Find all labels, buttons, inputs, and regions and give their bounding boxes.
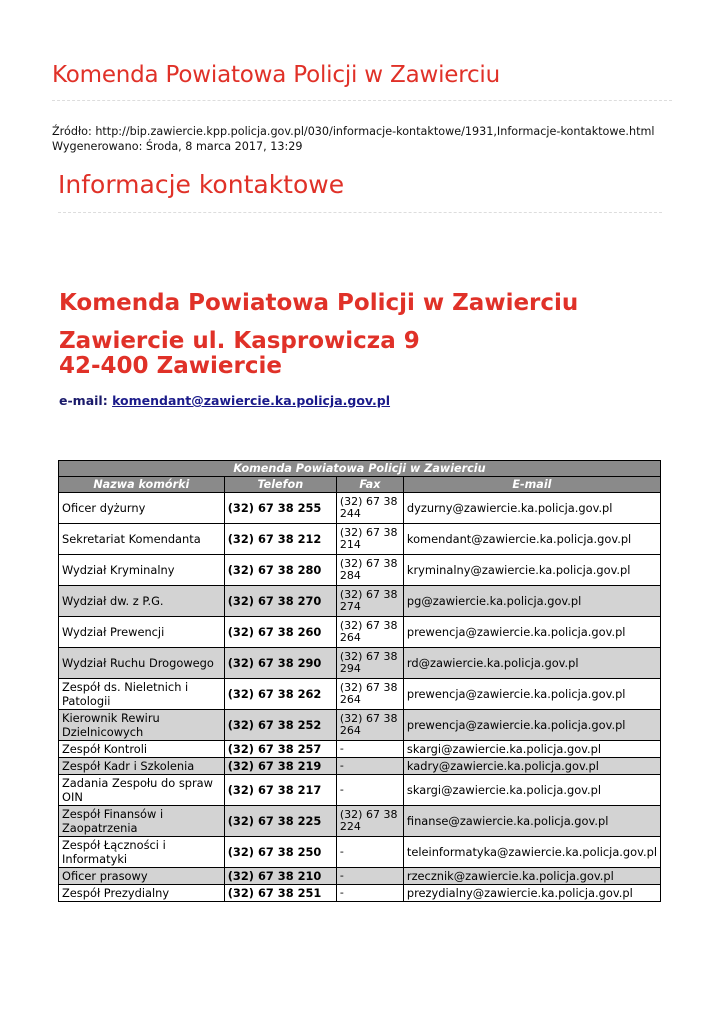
cell-email: finanse@zawiercie.ka.policja.gov.pl xyxy=(403,806,660,837)
source-line xyxy=(52,124,654,139)
cell-fax: (32) 67 38 224 xyxy=(336,806,403,837)
cell-email: teleinformatyka@zawiercie.ka.policja.gov.pl xyxy=(403,837,660,868)
cell-telefon: (32) 67 38 210 xyxy=(224,868,336,885)
col-header-name: Nazwa komórki xyxy=(59,477,225,493)
cell-telefon: (32) 67 38 280 xyxy=(224,555,336,586)
table-row xyxy=(59,885,661,902)
generated-label: Wygenerowano: xyxy=(52,140,143,153)
cell-telefon: (32) 67 38 219 xyxy=(224,758,336,775)
cell-telefon: (32) 67 38 252 xyxy=(224,710,336,741)
table-row xyxy=(59,617,661,648)
cell-name: Wydział Prewencji xyxy=(59,617,225,648)
cell-email: komendant@zawiercie.ka.policja.gov.pl xyxy=(403,524,660,555)
table-row xyxy=(59,586,661,617)
cell-email: kryminalny@zawiercie.ka.policja.gov.pl xyxy=(403,555,660,586)
cell-name: Oficer dyżurny xyxy=(59,493,225,524)
cell-fax: (32) 67 38 264 xyxy=(336,617,403,648)
table-row xyxy=(59,493,661,524)
table-row xyxy=(59,741,661,758)
page-title-divider xyxy=(58,212,662,213)
cell-name: Zespół Prezydialny xyxy=(59,885,225,902)
cell-telefon: (32) 67 38 257 xyxy=(224,741,336,758)
cell-email: skargi@zawiercie.ka.policja.gov.pl xyxy=(403,775,660,806)
table-row xyxy=(59,555,661,586)
cell-name: Wydział Ruchu Drogowego xyxy=(59,648,225,679)
table-row xyxy=(59,679,661,710)
cell-telefon: (32) 67 38 212 xyxy=(224,524,336,555)
table-row xyxy=(59,775,661,806)
col-header-mail: E-mail xyxy=(403,477,660,493)
contacts-table xyxy=(58,460,661,902)
cell-fax: - xyxy=(336,837,403,868)
cell-name: Zadania Zespołu do spraw OIN xyxy=(59,775,225,806)
cell-telefon: (32) 67 38 255 xyxy=(224,493,336,524)
cell-telefon: (32) 67 38 217 xyxy=(224,775,336,806)
table-row xyxy=(59,710,661,741)
table-body xyxy=(59,493,661,902)
table-row xyxy=(59,806,661,837)
cell-fax: (32) 67 38 274 xyxy=(336,586,403,617)
cell-name: Zespół Kontroli xyxy=(59,741,225,758)
cell-email: dyzurny@zawiercie.ka.policja.gov.pl xyxy=(403,493,660,524)
cell-name: Wydział dw. z P.G. xyxy=(59,586,225,617)
cell-telefon: (32) 67 38 225 xyxy=(224,806,336,837)
table-row xyxy=(59,648,661,679)
cell-fax: - xyxy=(336,868,403,885)
org-name-heading: Komenda Powiatowa Policji w Zawierciu xyxy=(59,290,579,316)
email-line xyxy=(59,393,390,408)
cell-email: rzecznik@zawiercie.ka.policja.gov.pl xyxy=(403,868,660,885)
address-line-2: 42-400 Zawiercie xyxy=(59,353,282,379)
cell-name: Zespół Finansów i Zaopatrzenia xyxy=(59,806,225,837)
page-title: Informacje kontaktowe xyxy=(58,170,345,199)
cell-fax: (32) 67 38 264 xyxy=(336,679,403,710)
document-meta xyxy=(52,124,654,154)
table-row xyxy=(59,868,661,885)
cell-email: prezydialny@zawiercie.ka.policja.gov.pl xyxy=(403,885,660,902)
cell-email: prewencja@zawiercie.ka.policja.gov.pl xyxy=(403,679,660,710)
cell-telefon: (32) 67 38 262 xyxy=(224,679,336,710)
cell-fax: (32) 67 38 294 xyxy=(336,648,403,679)
cell-fax: (32) 67 38 244 xyxy=(336,493,403,524)
cell-telefon: (32) 67 38 290 xyxy=(224,648,336,679)
cell-email: prewencja@zawiercie.ka.policja.gov.pl xyxy=(403,617,660,648)
cell-telefon: (32) 67 38 260 xyxy=(224,617,336,648)
cell-email: kadry@zawiercie.ka.policja.gov.pl xyxy=(403,758,660,775)
cell-telefon: (32) 67 38 250 xyxy=(224,837,336,868)
cell-email: prewencja@zawiercie.ka.policja.gov.pl xyxy=(403,710,660,741)
cell-telefon: (32) 67 38 270 xyxy=(224,586,336,617)
cell-fax: - xyxy=(336,741,403,758)
cell-fax: - xyxy=(336,758,403,775)
generated-date: Środa, 8 marca 2017, 13:29 xyxy=(145,140,303,153)
col-header-tel: Telefon xyxy=(224,477,336,493)
col-header-fax: Fax xyxy=(336,477,403,493)
cell-fax: - xyxy=(336,775,403,806)
cell-name: Kierownik Rewiru Dzielnicowych xyxy=(59,710,225,741)
cell-name: Zespół Łączności i Informatyki xyxy=(59,837,225,868)
source-url: http://bip.zawiercie.kpp.policja.gov.pl/030/informacje-kontaktowe/1931,Informacje-kontaktowe.html xyxy=(95,125,655,138)
email-link[interactable]: komendant@zawiercie.ka.policja.gov.pl xyxy=(112,393,391,408)
table-row xyxy=(59,837,661,868)
cell-name: Oficer prasowy xyxy=(59,868,225,885)
cell-email: rd@zawiercie.ka.policja.gov.pl xyxy=(403,648,660,679)
site-title: Komenda Powiatowa Policji w Zawierciu xyxy=(52,62,500,88)
email-label: e-mail: xyxy=(59,393,108,408)
cell-fax: (32) 67 38 264 xyxy=(336,710,403,741)
table-row xyxy=(59,524,661,555)
cell-name: Zespół Kadr i Szkolenia xyxy=(59,758,225,775)
cell-email: pg@zawiercie.ka.policja.gov.pl xyxy=(403,586,660,617)
address-line-1: Zawiercie ul. Kasprowicza 9 xyxy=(59,328,420,354)
cell-telefon: (32) 67 38 251 xyxy=(224,885,336,902)
table-row xyxy=(59,758,661,775)
title-divider xyxy=(52,100,672,101)
cell-email: skargi@zawiercie.ka.policja.gov.pl xyxy=(403,741,660,758)
generated-line xyxy=(52,139,654,154)
source-label: Źródło: xyxy=(52,125,92,138)
cell-name: Wydział Kryminalny xyxy=(59,555,225,586)
cell-fax: - xyxy=(336,885,403,902)
cell-name: Zespół ds. Nieletnich i Patologii xyxy=(59,679,225,710)
cell-fax: (32) 67 38 284 xyxy=(336,555,403,586)
cell-fax: (32) 67 38 214 xyxy=(336,524,403,555)
table-caption: Komenda Powiatowa Policji w Zawierciu xyxy=(59,461,661,477)
cell-name: Sekretariat Komendanta xyxy=(59,524,225,555)
